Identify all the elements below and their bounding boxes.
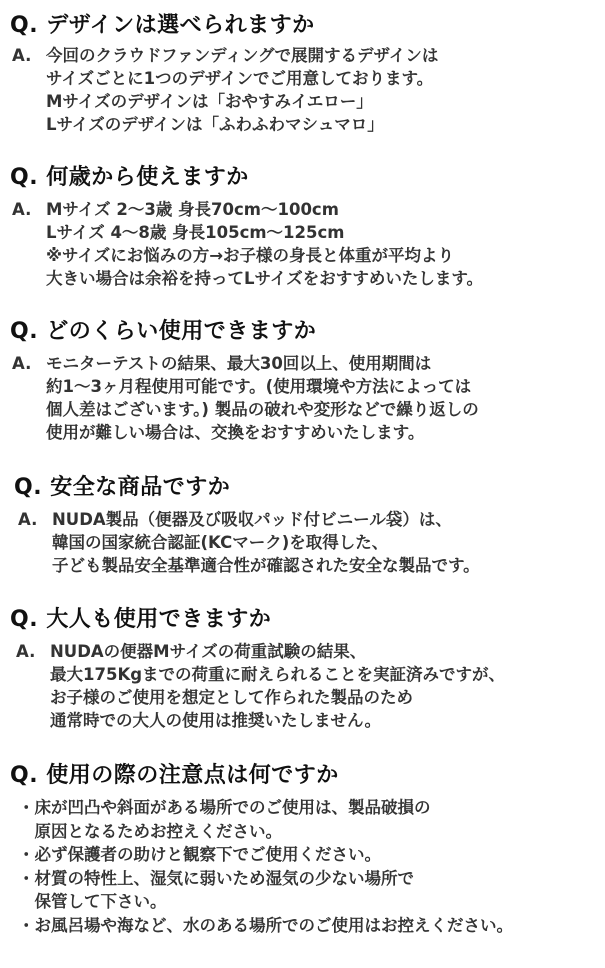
answer-line: Lサイズ 4～8歳 身長105cm～125cm <box>46 223 345 242</box>
question-age: Q. 何歳から使えますか <box>10 165 249 190</box>
question-design: Q. デザインは選べられますか <box>10 13 315 38</box>
precaution-item: 原因となるためお控えください。 <box>18 821 282 841</box>
precaution-item: ・必ず保護者の助けと観察下でご使用ください。 <box>18 845 381 864</box>
answer-line: 通常時での大人の使用は推奨いたしません。 <box>50 711 381 730</box>
answer-line: NUDAの便器Mサイズの荷重試験の結果、 <box>50 642 367 661</box>
answer-line: 韓国の国家統合認証(KCマーク)を取得した、 <box>52 533 389 552</box>
answer-mark: A. <box>12 200 32 219</box>
precaution-item: ・お風呂場や海など、水のある場所でのご使用はお控えください。 <box>18 915 513 935</box>
answer-line: 個人差はございます。) 製品の破れや変形などで繰り返しの <box>46 400 479 419</box>
precaution-item: ・材質の特性上、湿気に弱いため湿気の少ない場所で <box>18 868 414 888</box>
answer-mark: A. <box>12 354 32 373</box>
answer-line: 子ども製品安全基準適合性が確認された安全な製品です。 <box>52 556 480 575</box>
question-precautions: Q. 使用の際の注意点は何ですか <box>10 763 339 788</box>
question-adult-use: Q. 大人も使用できますか <box>10 607 272 632</box>
answer-mark: A. <box>12 46 32 65</box>
answer-line: 約1～3ヶ月程使用可能です。(使用環境や方法によっては <box>46 377 472 396</box>
answer-mark: A. <box>18 510 38 529</box>
answer-line: 大きい場合は余裕を持ってLサイズをおすすめいたします。 <box>46 269 484 288</box>
answer-line: NUDA製品（便器及び吸収パッド付ビニール袋）は、 <box>52 510 452 529</box>
question-safety: Q. 安全な商品ですか <box>14 475 231 500</box>
answer-line: 使用が難しい場合は、交換をおすすめいたします。 <box>46 423 425 442</box>
answer-line: お子様のご使用を想定として作られた製品のため <box>50 688 413 707</box>
answer-mark: A. <box>16 642 36 661</box>
answer-line: ※サイズにお悩みの方→お子様の身長と体重が平均より <box>46 246 455 265</box>
answer-line: サイズごとに1つのデザインでご用意しております。 <box>46 69 434 88</box>
precautions-list <box>18 796 513 937</box>
answer-line: Mサイズ 2～3歳 身長70cm～100cm <box>46 200 339 219</box>
answer-line: モニターテストの結果、最大30回以上、使用期間は <box>46 354 432 373</box>
answer-line: Lサイズのデザインは「ふわふわマシュマロ」 <box>46 115 384 134</box>
answer-line: 最大175Kgまでの荷重に耐えられることを実証済みですが、 <box>50 665 506 684</box>
precaution-item: ・床が凹凸や斜面がある場所でのご使用は、製品破損の <box>18 798 431 817</box>
answer-line: 今回のクラウドファンディングで展開するデザインは <box>46 46 439 65</box>
precaution-item: 保管して下さい。 <box>18 892 167 911</box>
question-usage-count: Q. どのくらい使用できますか <box>10 319 317 344</box>
answer-line: Mサイズのデザインは「おやすみイエロー」 <box>46 92 373 111</box>
